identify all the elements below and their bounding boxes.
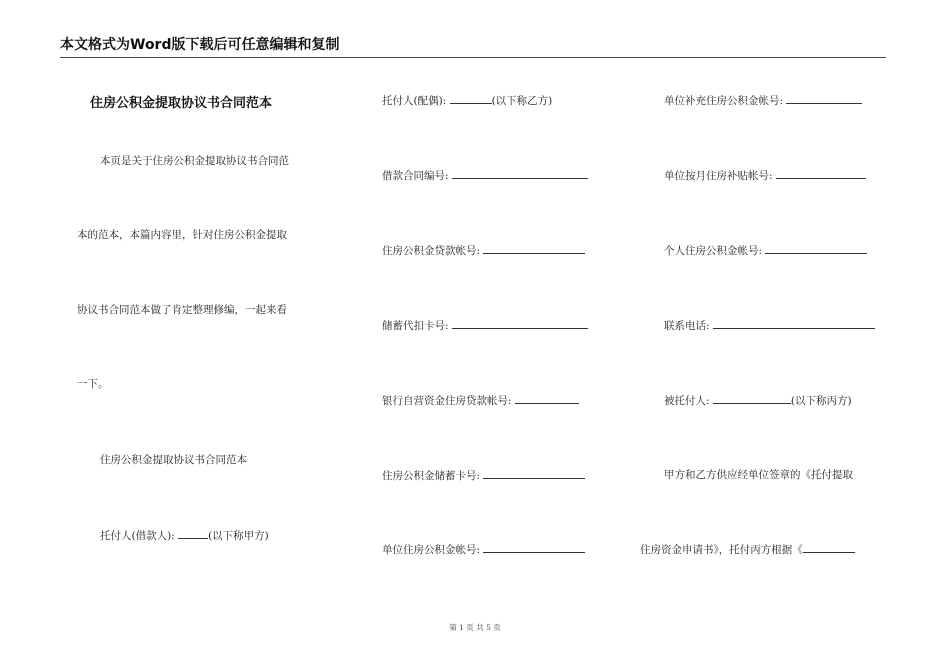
hpf-savings-card-line [382, 468, 585, 483]
intro-line-2: 本的范本，本篇内容里，针对住房公积金提取 [77, 229, 287, 241]
party-c-label: 被托付人: [664, 395, 710, 407]
hpf-loan-account-blank [483, 243, 585, 254]
loan-contract-line [382, 168, 588, 183]
personal-hpf-account-line [664, 243, 867, 258]
party-b-suffix: (以下称乙方) [491, 95, 553, 107]
clause-line-2 [640, 542, 855, 557]
phone-blank [713, 318, 875, 329]
unit-hpf-account-blank [483, 542, 585, 553]
unit-hpf-account-line [382, 542, 585, 557]
party-b-blank [450, 93, 492, 104]
personal-hpf-account-label: 个人住房公积金帐号: [664, 245, 763, 257]
clause-line-2-blank [803, 542, 855, 553]
savings-card-blank [452, 318, 588, 329]
bank-loan-account-label: 银行自营资金住房贷款帐号: [382, 395, 512, 407]
party-b-label: 托付人(配偶): [382, 95, 447, 107]
hpf-loan-account-line [382, 243, 585, 258]
savings-card-line [382, 318, 588, 333]
intro-line-1: 本页是关于住房公积金提取协议书合同范 [100, 155, 289, 167]
party-c-blank [713, 393, 791, 404]
party-a-suffix: (以下称甲方) [208, 530, 269, 542]
savings-card-label: 储蓄代扣卡号: [382, 320, 449, 332]
unit-subsidy-blank [776, 168, 866, 179]
subtitle: 住房公积金提取协议书合同范本 [100, 454, 247, 466]
hpf-savings-card-label: 住房公积金储蓄卡号: [382, 470, 481, 482]
unit-supp-account-line [664, 93, 862, 108]
party-a-line [100, 528, 269, 543]
party-a-label: 托付人(借款人): [100, 530, 175, 542]
hpf-savings-card-blank [483, 468, 585, 479]
intro-line-3: 协议书合同范本做了肯定整理修编，一起来看 [77, 304, 287, 316]
loan-contract-label: 借款合同编号: [382, 170, 449, 182]
unit-supp-account-label: 单位补充住房公积金帐号: [664, 95, 784, 107]
clause-line-2-text: 住房资金申请书》，托付丙方根据《 [640, 544, 803, 556]
hpf-loan-account-label: 住房公积金贷款帐号: [382, 245, 481, 257]
unit-hpf-account-label: 单位住房公积金帐号: [382, 544, 481, 556]
party-c-suffix: (以下称丙方) [790, 395, 852, 407]
unit-supp-account-blank [786, 93, 862, 104]
document-title: 住房公积金提取协议书合同范本 [90, 96, 273, 111]
unit-subsidy-line [664, 168, 866, 183]
document-header: 本文格式为Word版下载后可任意编辑和复制 [60, 34, 886, 58]
loan-contract-blank [452, 168, 588, 179]
personal-hpf-account-blank [765, 243, 867, 254]
phone-line [664, 318, 875, 333]
phone-label: 联系电话: [664, 320, 710, 332]
page-number: 第 1 页 共 5 页 [449, 623, 501, 632]
bank-loan-account-blank [515, 393, 579, 404]
unit-subsidy-label: 单位按月住房补贴帐号: [664, 170, 773, 182]
party-c-line [664, 393, 852, 408]
clause-line-1: 甲方和乙方供应经单位签章的《托付提取 [664, 469, 853, 481]
intro-line-4: 一下。 [77, 378, 109, 390]
party-b-line [382, 93, 552, 108]
bank-loan-account-line [382, 393, 579, 408]
party-a-blank [178, 528, 208, 539]
